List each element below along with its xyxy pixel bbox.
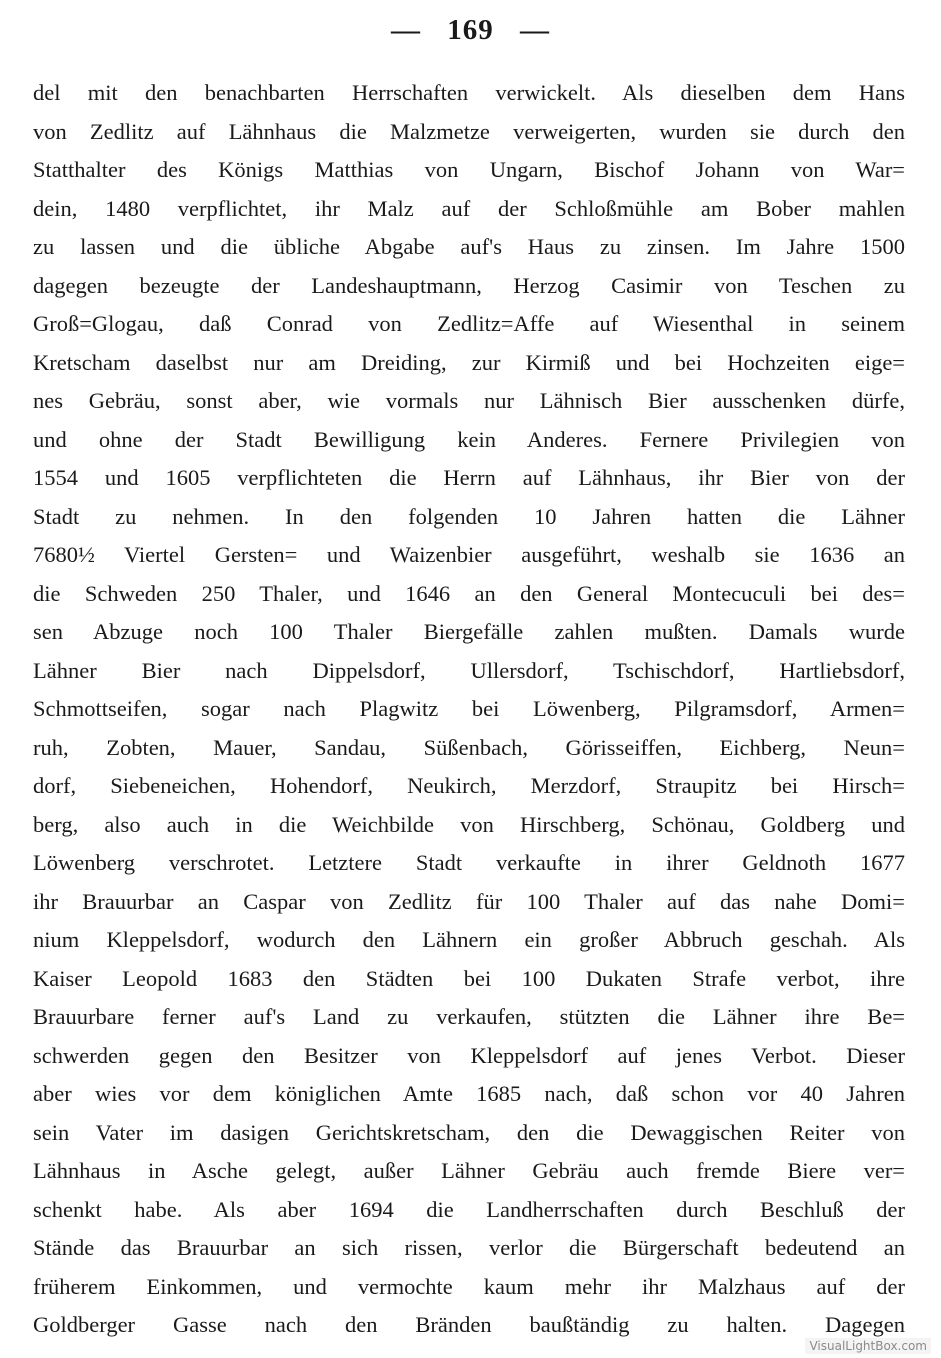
text-line: sein Vater im dasigen Gerichtskretscham, den die Dewaggischen Reiter von — [33, 1119, 905, 1145]
text-line: dagegen bezeugte der Landeshauptmann, Herzog Casimir von Teschen zu — [33, 272, 905, 298]
text-line: schwerden gegen den Besitzer von Kleppelsdorf auf jenes Verbot. Dieser — [33, 1042, 905, 1068]
text-line: von Zedlitz auf Lähnhaus die Malzmetze verweigerten, wurden sie durch den — [33, 118, 905, 144]
page-header — [0, 14, 941, 47]
page-number: 169 — [447, 14, 494, 46]
text-line: dorf, Siebeneichen, Hohendorf, Neukirch, Merzdorf, Straupitz bei Hirsch= — [33, 773, 905, 798]
text-line: Brauurbare ferner auf's Land zu verkaufen, stützten die Lähner ihre Be= — [33, 1004, 905, 1029]
text-line: schenkt habe. Als aber 1694 die Landherrschaften durch Beschluß der — [33, 1196, 905, 1222]
text-line: ihr Brauurbar an Caspar von Zedlitz für 100 Thaler auf das nahe Domi= — [33, 888, 905, 914]
text-line: Löwenberg verschrotet. Letztere Stadt verkaufte in ihrer Geldnoth 1677 — [33, 850, 905, 875]
text-line: sen Abzuge noch 100 Thaler Biergefälle zahlen mußten. Damals wurde — [33, 619, 905, 644]
text-line: del mit den benachbarten Herrschaften verwickelt. Als dieselben dem Hans — [33, 80, 905, 105]
text-line: berg, also auch in die Weichbilde von Hirschberg, Schönau, Goldberg und — [33, 811, 905, 837]
text-line: aber wies vor dem königlichen Amte 1685 nach, daß schon vor 40 Jahren — [33, 1081, 905, 1106]
text-line: Kretscham daselbst nur am Dreiding, zur Kirmiß und bei Hochzeiten eige= — [33, 349, 905, 375]
text-line: Stände das Brauurbar an sich rissen, verlor die Bürgerschaft bedeutend an — [33, 1235, 905, 1260]
text-line: die Schweden 250 Thaler, und 1646 an den General Montecuculi bei des= — [33, 580, 905, 606]
text-line: Statthalter des Königs Matthias von Ungarn, Bischof Johann von War= — [33, 157, 905, 182]
text-line: Goldberger Gasse nach den Bränden baußtändig zu halten. Dagegen — [33, 1312, 905, 1337]
text-line: dein, 1480 verpflichtet, ihr Malz auf der Schloßmühle am Bober mahlen — [33, 195, 905, 221]
text-line: Kaiser Leopold 1683 den Städten bei 100 Dukaten Strafe verbot, ihre — [33, 965, 905, 991]
text-line: früherem Einkommen, und vermochte kaum mehr ihr Malzhaus auf der — [33, 1273, 905, 1299]
text-line: Stadt zu nehmen. In den folgenden 10 Jahren hatten die Lähner — [33, 503, 905, 529]
watermark: VisualLightBox.com — [805, 1338, 931, 1354]
text-line: 7680½ Viertel Gersten= und Waizenbier ausgeführt, weshalb sie 1636 an — [33, 542, 905, 567]
header-dash-left: — — [391, 14, 421, 46]
text-line: ruh, Zobten, Mauer, Sandau, Süßenbach, Görisseiffen, Eichberg, Neun= — [33, 734, 905, 760]
text-line: nium Kleppelsdorf, wodurch den Lähnern ein großer Abbruch geschah. Als — [33, 927, 905, 952]
text-line: nes Gebräu, sonst aber, wie vormals nur Lähnisch Bier ausschenken dürfe, — [33, 388, 905, 413]
text-line: und ohne der Stadt Bewilligung kein Anderes. Fernere Privilegien von — [33, 426, 905, 452]
text-line: Lähnhaus in Asche gelegt, außer Lähner Gebräu auch fremde Biere ver= — [33, 1158, 905, 1183]
text-line: Schmottseifen, sogar nach Plagwitz bei Löwenberg, Pilgramsdorf, Armen= — [33, 696, 905, 721]
body-text — [33, 74, 905, 1345]
text-line: 1554 und 1605 verpflichteten die Herrn auf Lähnhaus, ihr Bier von der — [33, 465, 905, 490]
header-dash-right: — — [520, 14, 550, 46]
text-line: Lähner Bier nach Dippelsdorf, Ullersdorf, Tschischdorf, Hartliebsdorf, — [33, 657, 905, 683]
text-line: Groß=Glogau, daß Conrad von Zedlitz=Affe auf Wiesenthal in seinem — [33, 311, 905, 336]
text-line: zu lassen und die übliche Abgabe auf's Haus zu zinsen. Im Jahre 1500 — [33, 234, 905, 259]
